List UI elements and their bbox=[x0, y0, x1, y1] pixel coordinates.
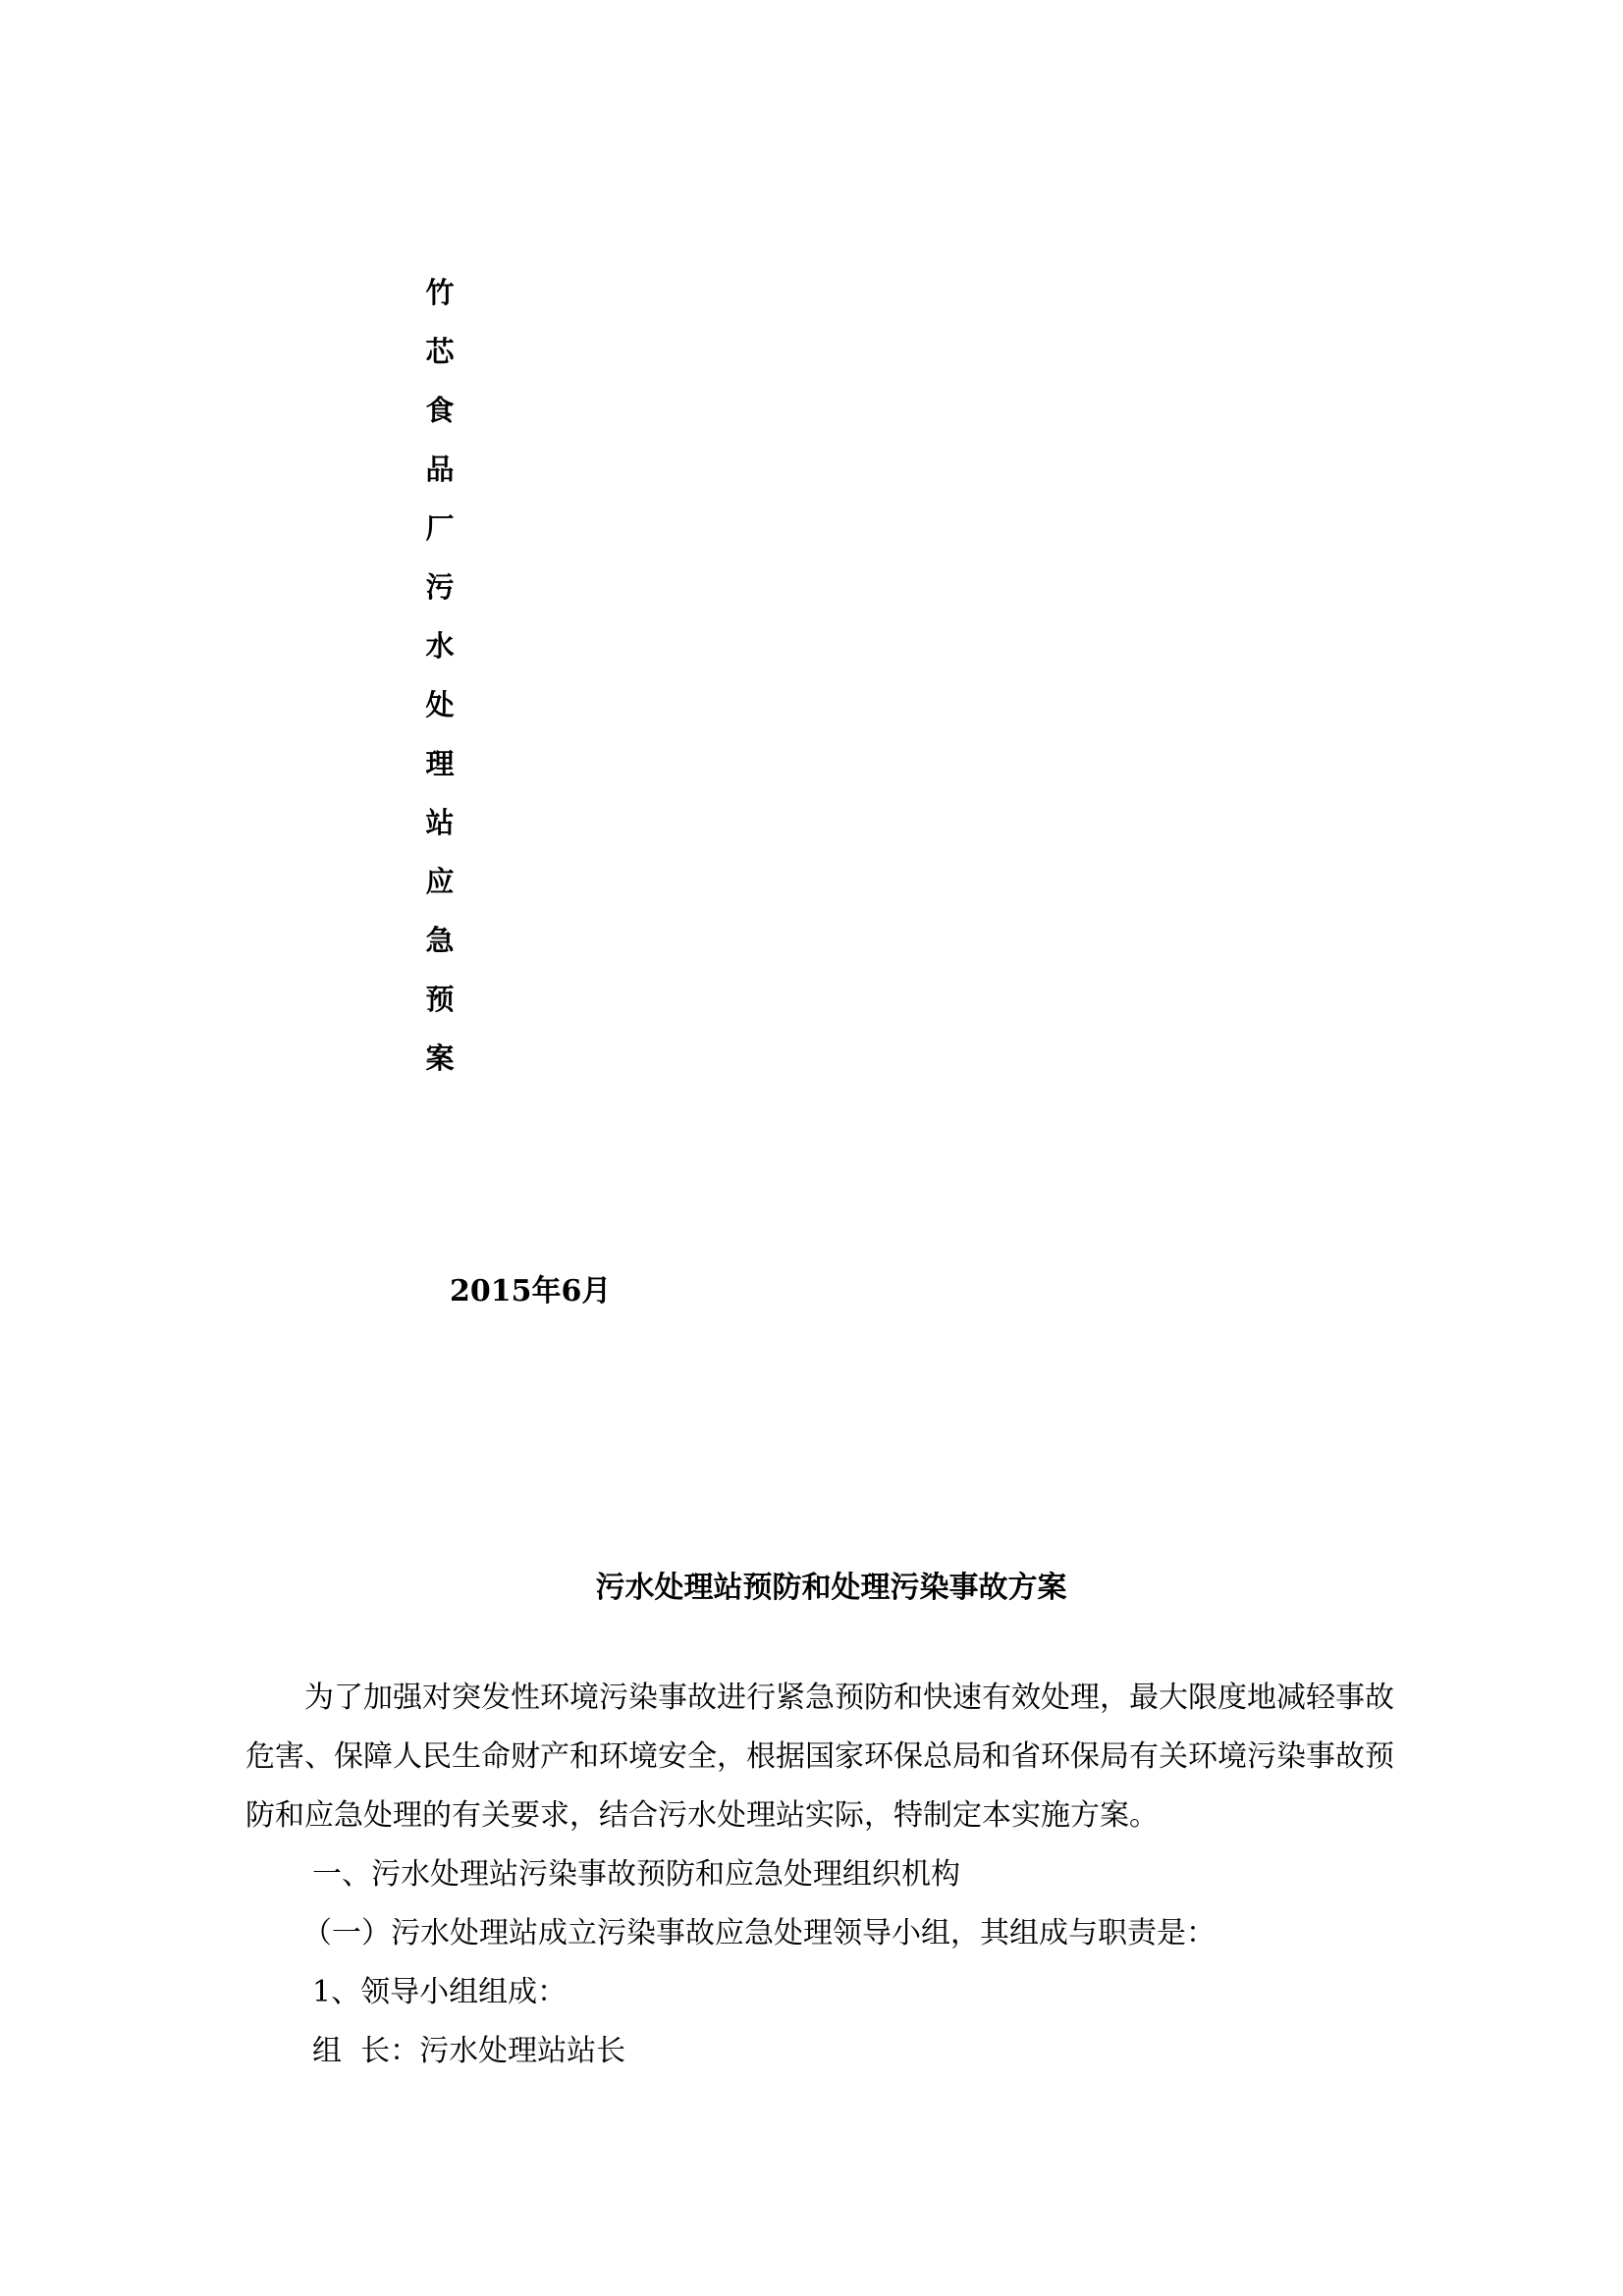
cover-title-char: 食 bbox=[425, 394, 455, 427]
section-title: 污水处理站预防和处理污染事故方案 bbox=[595, 1571, 1067, 1605]
cover-title-char: 污 bbox=[425, 570, 455, 604]
cover-title-char: 处 bbox=[425, 688, 455, 721]
cover-title-char: 理 bbox=[425, 747, 455, 780]
cover-title-char: 水 bbox=[425, 629, 455, 663]
cover-title-char: 急 bbox=[425, 924, 455, 957]
cover-title-char: 芯 bbox=[425, 335, 455, 368]
cover-title-char: 案 bbox=[425, 1041, 455, 1075]
cover-title-char: 应 bbox=[425, 865, 455, 898]
cover-title-char: 预 bbox=[425, 983, 455, 1016]
cover-title-char: 竹 bbox=[425, 276, 455, 309]
subheading-leadership-group: （一）污水处理站成立污染事故应急处理领导小组，其组成与职责是： bbox=[302, 1916, 1216, 1950]
body-text bbox=[245, 1669, 1394, 2081]
intro-paragraph: 为了加强对突发性环境污染事故进行紧急预防和快速有效处理，最大限度地减轻事故危害、保障人民生命财产和环境安全，根据国家环保总局和省环保局有关环境污染事故预防和应急处理的有关要求，结合污水处理站实际，特制定本实施方案。 bbox=[245, 1681, 1394, 1833]
heading-organization: 一、污水处理站污染事故预防和应急处理组织机构 bbox=[312, 1857, 960, 1892]
item-group-composition: 1、领导小组组成： bbox=[312, 1975, 568, 2009]
cover-title-char: 厂 bbox=[425, 511, 455, 545]
cover-vertical-title bbox=[420, 271, 460, 1095]
cover-title-char: 站 bbox=[425, 806, 455, 839]
cover-date: 2015年6月 bbox=[450, 1274, 612, 1308]
cover-title-char: 品 bbox=[425, 453, 455, 486]
group-leader-line: 组 长：污水处理站站长 bbox=[312, 2034, 626, 2068]
